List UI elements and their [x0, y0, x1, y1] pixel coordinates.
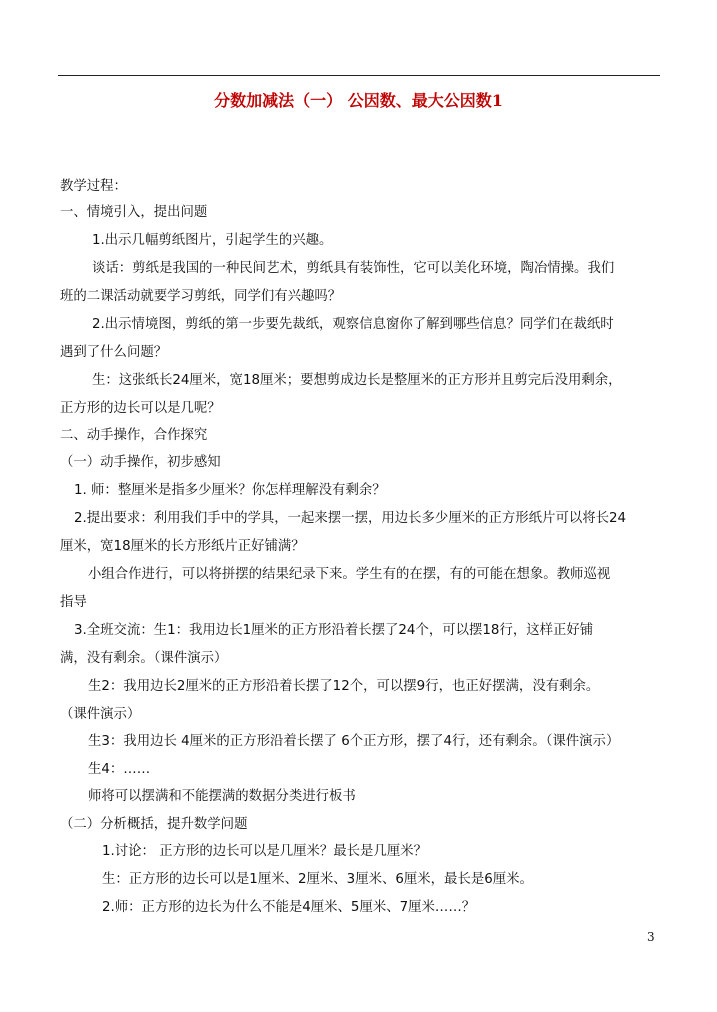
header-rule	[58, 75, 660, 76]
text-line: 1.出示几幅剪纸图片，引起学生的兴趣。	[92, 233, 333, 248]
text-line: 生3：我用边长 4厘米的正方形沿着长摆了 6个正方形，摆了4行，还有剩余。（课件演示）	[88, 734, 620, 749]
text-line: 2.师：正方形的边长为什么不能是4厘米、5厘米、7厘米……？	[102, 900, 476, 915]
text-line: 2.出示情境图，剪纸的第一步要先裁纸，观察信息窗你了解到哪些信息？同学们在裁纸时	[92, 317, 614, 332]
text-line: （课件演示）	[60, 707, 141, 722]
text-line: 师将可以摆满和不能摆满的数据分类进行板书	[88, 789, 356, 804]
text-line: 3.全班交流：生1：我用边长1厘米的正方形沿着长摆了24个，可以摆18行，这样正好铺	[74, 623, 594, 638]
text-line: 生2：我用边长2厘米的正方形沿着长摆了12个，可以摆9行，也正好摆满，没有剩余。	[88, 679, 600, 694]
text-line: 1. 师：整厘米是指多少厘米？你怎样理解没有剩余？	[74, 483, 386, 498]
text-line: 小组合作进行，可以将拼摆的结果纪录下来。学生有的在摆，有的可能在想象。教师巡视	[88, 567, 611, 582]
text-line: 1.讨论： 正方形的边长可以是几厘米？最长是几厘米？	[102, 844, 428, 859]
text-line: 正方形的边长可以是几呢？	[60, 401, 221, 416]
text-line: 二、动手操作，合作探究	[60, 428, 208, 443]
text-line: 一、情境引入，提出问题	[60, 205, 208, 220]
text-line: 班的二课活动就要学习剪纸，同学们有兴趣吗？	[60, 289, 342, 304]
text-line: （二）分析概括，提升数学问题	[60, 817, 248, 832]
page-title: 分数加减法（一） 公因数、最大公因数1	[214, 91, 503, 110]
text-line: 教学过程：	[60, 179, 127, 194]
text-line: 指导	[60, 595, 87, 610]
text-line: 生：这张纸长24厘米，宽18厘米；要想剪成边长是整厘米的正方形并且剪完后没用剩余，	[92, 373, 622, 388]
text-line: 厘米，宽18厘米的长方形纸片正好铺满？	[60, 539, 305, 554]
text-line: （一）动手操作，初步感知	[60, 455, 221, 470]
text-line: 生4：……	[88, 762, 151, 777]
text-line: 谈话：剪纸是我国的一种民间艺术，剪纸具有装饰性，它可以美化环境，陶冶情操。我们	[92, 261, 615, 276]
text-line: 2.提出要求：利用我们手中的学具，一起来摆一摆，用边长多少厘米的正方形纸片可以将长24	[74, 511, 627, 526]
text-line: 满，没有剩余。（课件演示）	[60, 651, 228, 666]
text-line: 遇到了什么问题？	[60, 345, 168, 360]
text-line: 生：正方形的边长可以是1厘米、2厘米、3厘米、6厘米，最长是6厘米。	[102, 872, 533, 887]
page-number: 3	[647, 930, 655, 944]
